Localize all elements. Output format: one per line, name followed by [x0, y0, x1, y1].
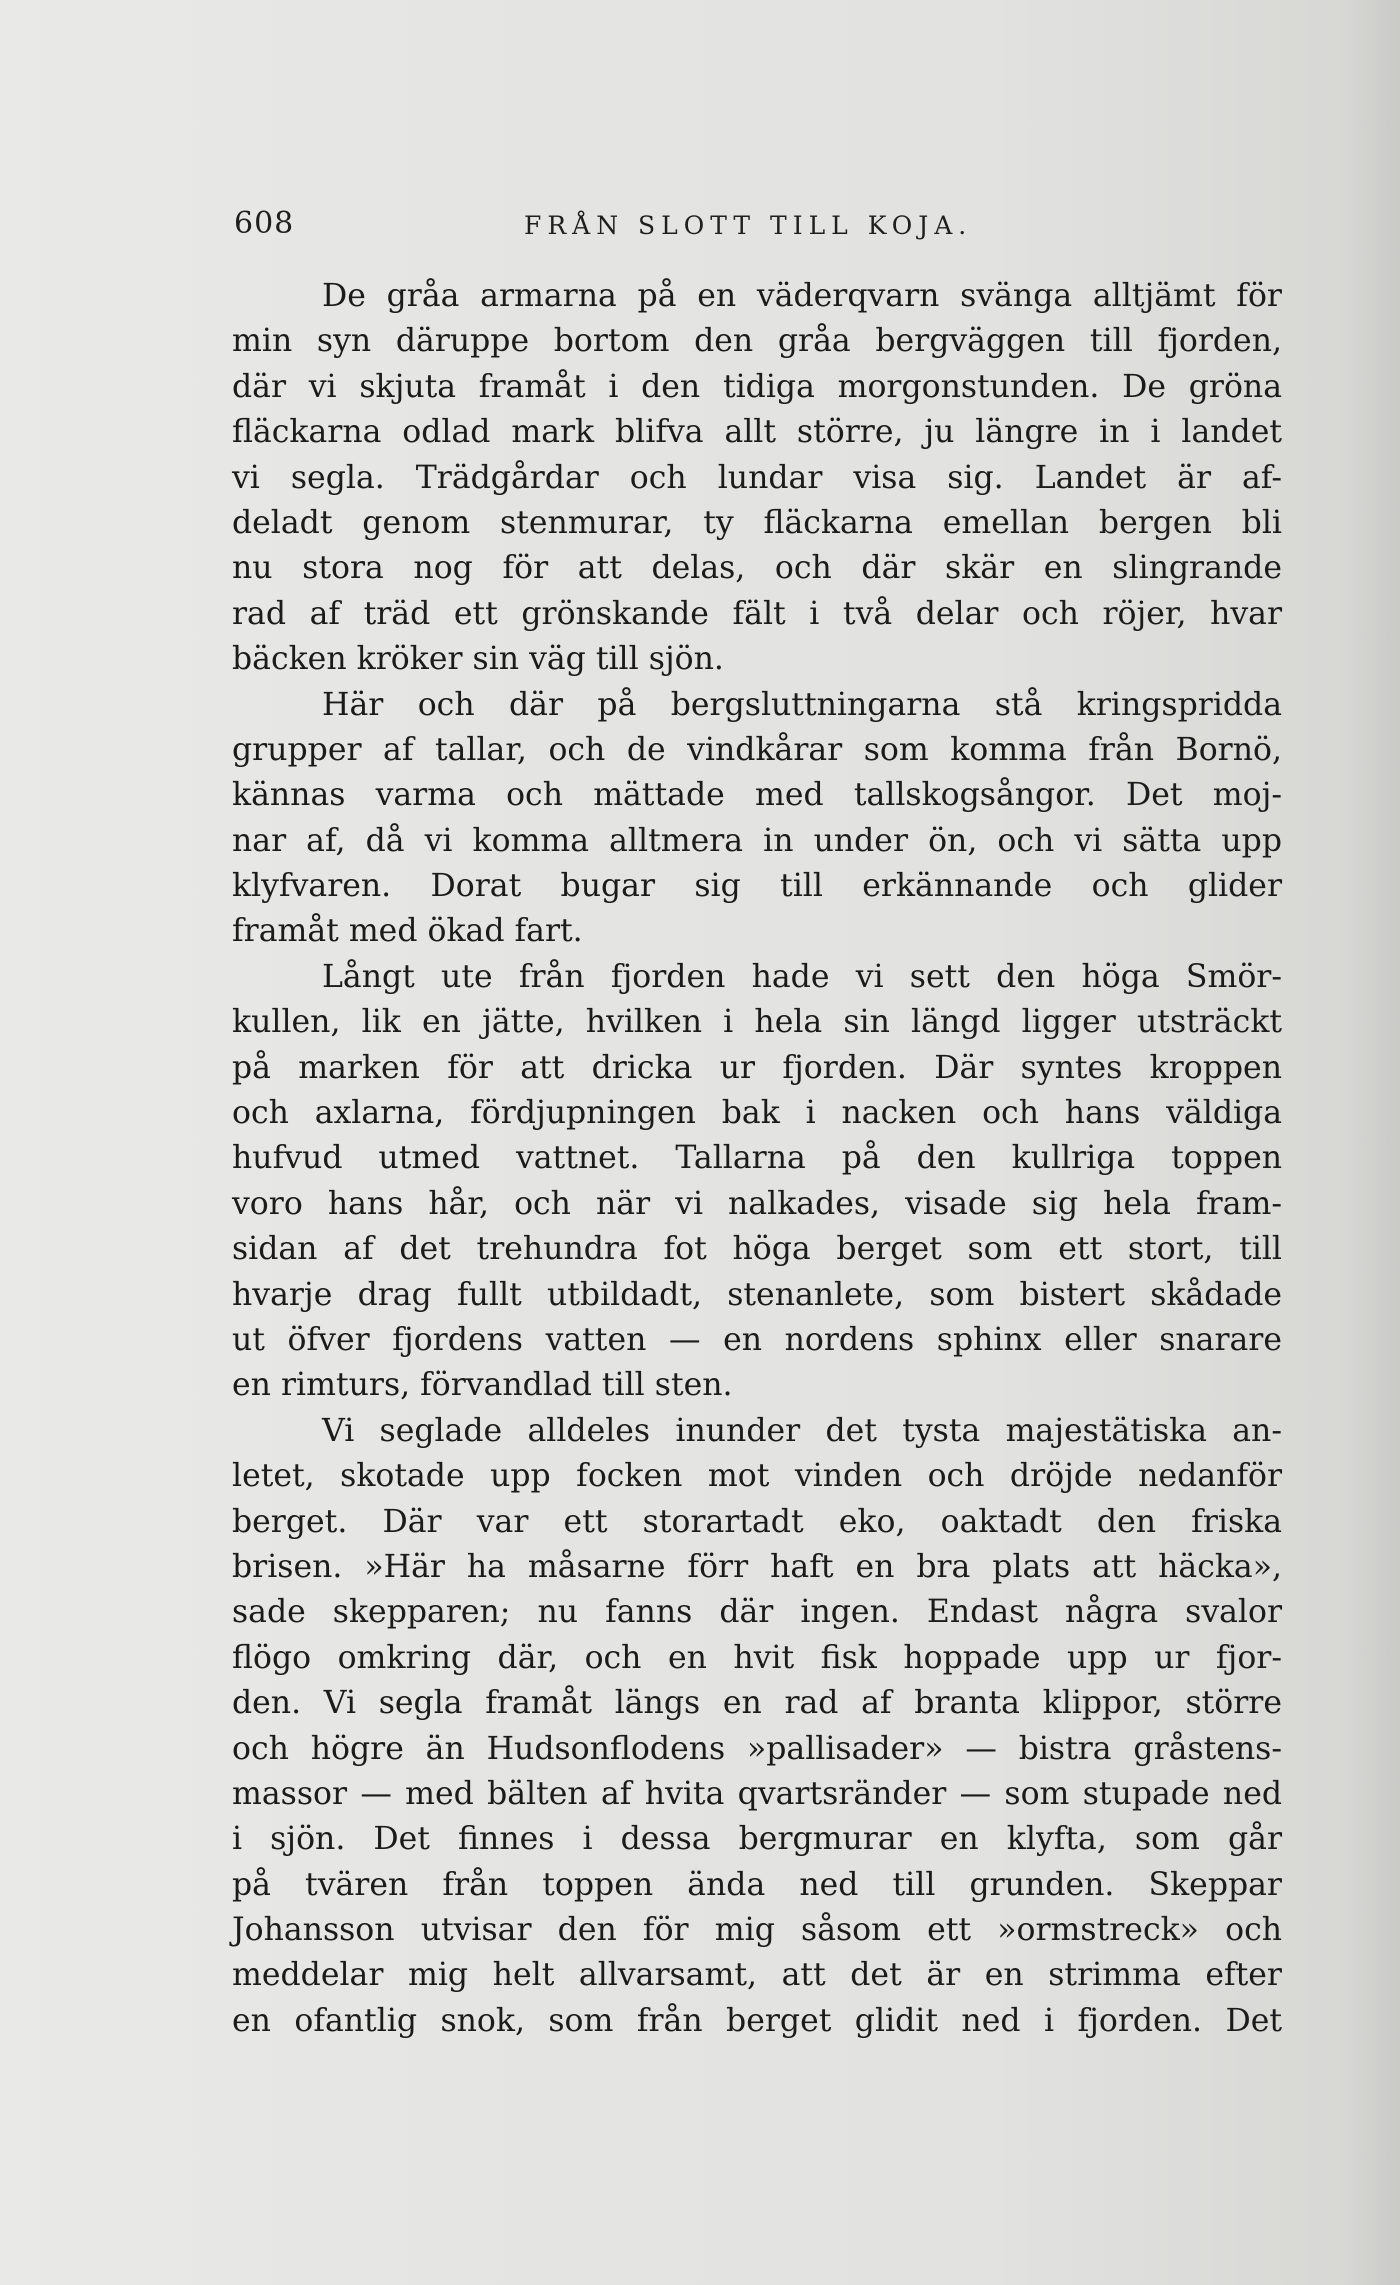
text-line: fläckarna odlad mark blifva allt större, ju längre in i landet	[232, 414, 1282, 451]
text-line: på tvären från toppen ända ned till grunden. Skeppar	[232, 1866, 1282, 1903]
text-line: nu stora nog för att delas, och där skär en slingrande	[232, 550, 1282, 587]
text-line: Vi seglade alldeles inunder det tysta majestätiska an-	[322, 1412, 1282, 1449]
text-line: bäcken kröker sin väg till sjön.	[232, 641, 724, 678]
text-line: flögo omkring där, och en hvit fisk hoppade upp ur fjor-	[232, 1639, 1282, 1676]
text-line: och högre än Hudsonflodens »pallisader» — bistra gråstens-	[232, 1730, 1282, 1767]
text-line: nar af, då vi komma alltmera in under ön, och vi sätta upp	[232, 822, 1282, 859]
text-line: i sjön. Det finnes i dessa bergmurar en klyfta, som går	[232, 1821, 1282, 1858]
text-line: letet, skotade upp focken mot vinden och dröjde nedanför	[232, 1458, 1282, 1495]
text-line: hufvud utmed vattnet. Tallarna på den kullriga toppen	[232, 1140, 1282, 1177]
running-title: FRÅN SLOTT TILL KOJA.	[524, 211, 973, 240]
text-line: klyfvaren. Dorat bugar sig till erkännande och glider	[232, 868, 1282, 905]
text-line: vi segla. Trädgårdar och lundar visa sig. Landet är af-	[232, 459, 1282, 496]
text-line: deladt genom stenmurar, ty fläckarna emellan bergen bli	[232, 504, 1282, 541]
text-line: och axlarna, fördjupningen bak i nacken och hans väldiga	[232, 1095, 1282, 1132]
text-line: rad af träd ett grönskande fält i två delar och röjer, hvar	[232, 595, 1282, 632]
text-line: grupper af tallar, och de vindkårar som komma från Bornö,	[232, 731, 1282, 768]
text-line: Här och där på bergsluttningarna stå kringspridda	[322, 686, 1282, 723]
text-line: på marken för att dricka ur fjorden. Där syntes kroppen	[232, 1049, 1282, 1086]
text-line: ut öfver fjordens vatten — en nordens sphinx eller snarare	[232, 1321, 1282, 1358]
text-line: kullen, lik en jätte, hvilken i hela sin längd ligger utsträckt	[232, 1004, 1282, 1041]
text-line: där vi skjuta framåt i den tidiga morgonstunden. De gröna	[232, 368, 1282, 405]
text-line: berget. Där var ett storartadt eko, oaktadt den friska	[232, 1503, 1282, 1540]
text-line: kännas varma och mättade med tallskogsångor. Det moj-	[232, 777, 1282, 814]
page-edge-shadow	[1340, 0, 1400, 2285]
text-line: Långt ute från fjorden hade vi sett den höga Smör-	[322, 958, 1282, 995]
text-line: sade skepparen; nu fanns där ingen. Endast några svalor	[232, 1594, 1282, 1631]
text-line: min syn däruppe bortom den gråa bergväggen till fjorden,	[232, 323, 1282, 360]
text-line: hvarje drag fullt utbildadt, stenanlete, som bistert skådade	[232, 1276, 1282, 1313]
body-text	[232, 274, 1282, 2044]
page-header	[234, 206, 1280, 250]
text-line: De gråa armarna på en väderqvarn svänga alltjämt för	[322, 278, 1282, 314]
page-number: 608	[234, 206, 295, 241]
text-line: meddelar mig helt allvarsamt, att det är en strimma efter	[232, 1957, 1282, 1994]
text-line: framåt med ökad fart.	[232, 913, 583, 950]
text-line: en rimturs, förvandlad till sten.	[232, 1367, 733, 1404]
text-line: en ofantlig snok, som från berget glidit ned i fjorden. Det	[232, 2002, 1282, 2039]
text-line: den. Vi segla framåt längs en rad af branta klippor, större	[232, 1685, 1282, 1722]
text-line: massor — med bälten af hvita qvartsränder — som stupade ned	[232, 1775, 1282, 1812]
text-line: brisen. »Här ha måsarne förr haft en bra plats att häcka»,	[232, 1548, 1282, 1585]
text-line: voro hans hår, och när vi nalkades, visade sig hela fram-	[232, 1185, 1282, 1222]
text-line: Johansson utvisar den för mig såsom ett »ormstreck» och	[232, 1912, 1282, 1949]
text-line: sidan af det trehundra fot höga berget som ett stort, till	[232, 1231, 1282, 1268]
